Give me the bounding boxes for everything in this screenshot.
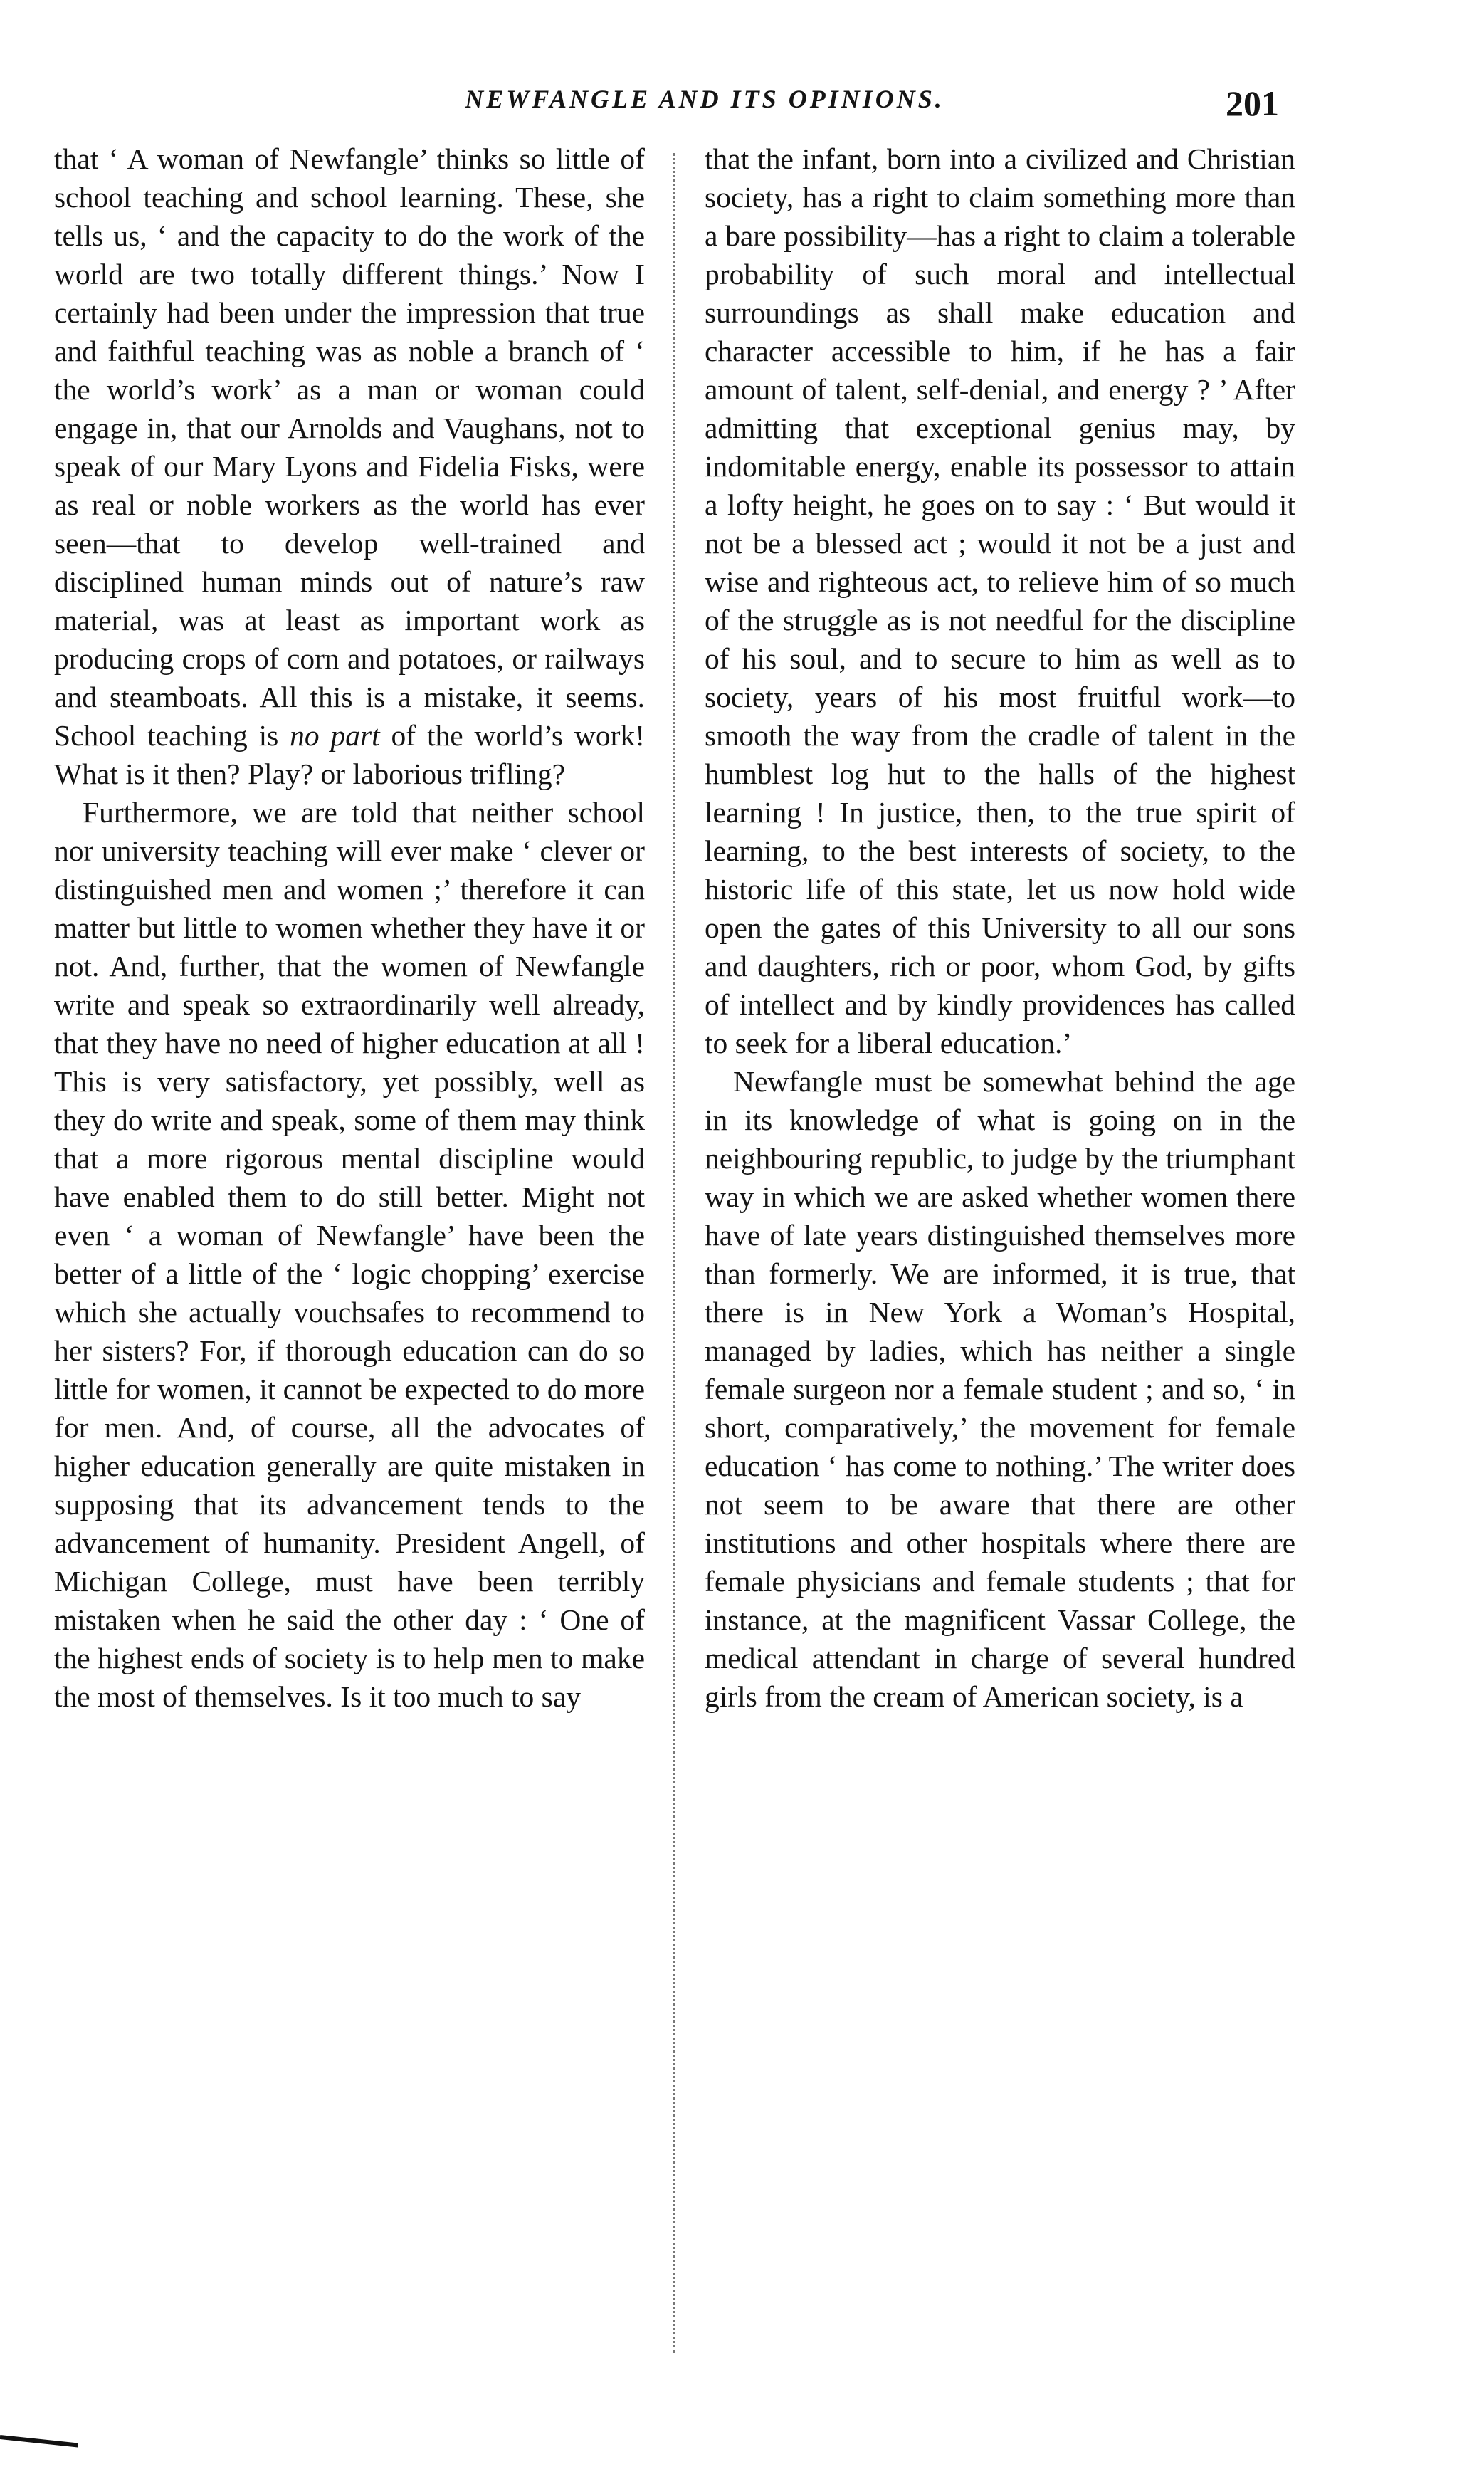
left-paragraph-1 bbox=[54, 140, 645, 793]
right-paragraph-2: Newfangle must be somewhat behind the age in its knowledge of what is going on in the neighbouring republic, to judge by the triumphant way in which we are asked whether women there have of late years distinguished themselves more than formerly. We are informed, it is true, that there is in New York a Woman’s Hospital, managed by ladies, which has neither a single female surgeon nor a female student ; and so, ‘ in short, comparatively,’ the movement for female education ‘ has come to nothing.’ The writer does not seem to be aware that there are other institutions and other hospitals where there are female physicians and female students ; that for instance, at the magnificent Vassar College, the medical attendant in charge of several hundred girls from the cream of American society, is a bbox=[705, 1065, 1295, 1713]
column-divider bbox=[673, 153, 675, 2353]
running-title: NEWFANGLE AND ITS OPINIONS. bbox=[465, 85, 944, 113]
page-number: 201 bbox=[1226, 83, 1279, 123]
right-paragraph-1: that the infant, born into a civilized and Christian society, has a right to claim something more than a bare possibility—has a right to claim a tolerable probability of such moral and intellectual surroundings as shall make education and character accessible to him, if he has a fair amount of talent, self-denial, and energy ? ’ After admitting that exceptional genius may, by indomitable energy, enable its possessor to attain a lofty height, he goes on to say : ‘ But would it not be a blessed act ; would it not be a just and wise and righteous act, to relieve him of so much of the struggle as is not needful for the discipline of his soul, and to secure to him as well as to society, years of his most fruitful work—to smooth the way from the cradle of talent in the humblest log hut to the halls of the highest learning ! In justice, then, to the true spirit of learning, to the best interests of society, to the historic life of this state, let us now hold wide open the gates of this University to all our sons and daughters, rich or poor, whom God, by gifts of intellect and by kindly providences has called to seek for a liberal education.’ bbox=[705, 142, 1295, 1059]
left-paragraph-1-emphasis: no part bbox=[290, 719, 380, 752]
left-paragraph-1-text: that ‘ A woman of Newfangle’ thinks so little of school teaching and school learning. These, she tells us, ‘ and the capacity to do the work of the world are two totally different things.’ Now I certainly had been under the impression that true and faithful teaching was as noble a branch of ‘ the world’s work’ as a man or woman could engage in, that our Arnolds and Vaughans, not to speak of our Mary Lyons and Fidelia Fisks, were as real or noble workers as the world has ever seen—that to develop well-trained and disciplined human minds out of nature’s raw material, was at least as important work as producing crops of corn and potatoes, or railways and steamboats. All this is a mistake, it seems. School teaching is bbox=[54, 142, 645, 752]
left-column bbox=[54, 140, 645, 1716]
left-paragraph-1-end: of the world’s work! What is it then? Play? or laborious trifling? bbox=[54, 719, 645, 790]
page-edge-mark bbox=[0, 2435, 78, 2447]
left-paragraph-2: Furthermore, we are told that neither school nor university teaching will ever make ‘ clever or distinguished men and women ;’ therefore it can matter but little to women whether they have it or not. And, further, that the women of Newfangle write and speak so extraordinarily well already, that they have no need of higher education at all ! This is very satisfactory, yet possibly, well as they do write and speak, some of them may think that a more rigorous mental discipline would have enabled them to do still better. Might not even ‘ a woman of Newfangle’ have been the better of a little of the ‘ logic chopping’ exercise which she actually vouchsafes to recommend to her sisters? For, if thorough education can do so little for women, it cannot be expected to do more for men. And, of course, all the advocates of higher education generally are quite mistaken in supposing that its advancement tends to the advancement of humanity. President Angell, of Michigan College, must have been terribly mistaken when he said the other day : ‘ One of the highest ends of society is to help men to make the most of themselves. Is it too much to say bbox=[54, 796, 645, 1713]
right-column bbox=[705, 140, 1295, 1716]
